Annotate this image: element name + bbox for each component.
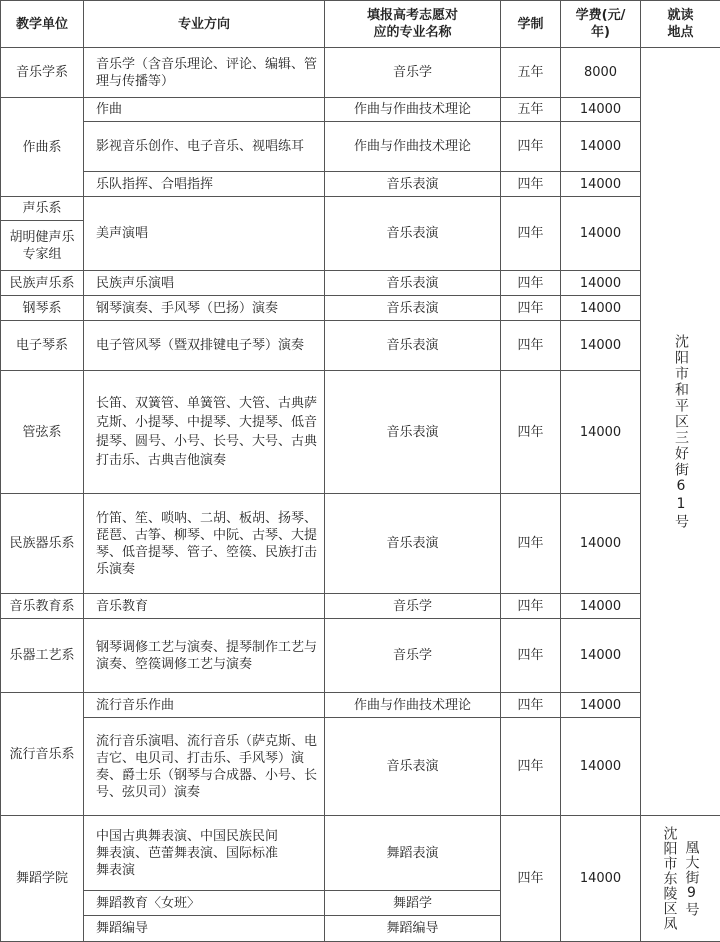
table-row bbox=[1, 271, 720, 296]
table-row bbox=[1, 48, 720, 98]
duration-cell: 五年 bbox=[501, 98, 561, 122]
fee-cell: 14000 bbox=[561, 494, 641, 594]
direction-cell: 流行音乐演唱、流行音乐（萨克斯、电吉它、电贝司、打击乐、手风琴）演奏、爵士乐（钢琴与合成器、小号、长号、弦贝司）演奏 bbox=[84, 718, 325, 816]
header-row bbox=[1, 1, 720, 48]
unit-cell: 音乐学系 bbox=[1, 48, 84, 98]
direction-cell: 音乐教育 bbox=[84, 594, 325, 619]
fee-cell: 14000 bbox=[561, 371, 641, 494]
direction-cell: 中国古典舞表演、中国民族民间舞表演、芭蕾舞表演、国际标准舞表演 bbox=[84, 816, 325, 891]
table-row bbox=[1, 693, 720, 718]
major-name-cell: 音乐表演 bbox=[325, 494, 501, 594]
major-name-cell: 音乐学 bbox=[325, 619, 501, 693]
unit-cell: 舞蹈学院 bbox=[1, 816, 84, 942]
table-row bbox=[1, 371, 720, 494]
unit-cell: 管弦系 bbox=[1, 371, 84, 494]
duration-cell: 四年 bbox=[501, 172, 561, 197]
major-name-cell: 音乐表演 bbox=[325, 271, 501, 296]
location-cell-main bbox=[641, 48, 720, 816]
duration-cell: 四年 bbox=[501, 494, 561, 594]
table-row bbox=[1, 98, 720, 122]
fee-cell: 14000 bbox=[561, 122, 641, 172]
unit-cell: 音乐教育系 bbox=[1, 594, 84, 619]
table-row bbox=[1, 172, 720, 197]
unit-cell: 流行音乐系 bbox=[1, 693, 84, 816]
location-main: 沈阳市和平区三好街61号 bbox=[672, 334, 689, 530]
table-row bbox=[1, 122, 720, 172]
duration-cell: 四年 bbox=[501, 371, 561, 494]
fee-cell: 14000 bbox=[561, 197, 641, 271]
direction-cell: 钢琴调修工艺与演奏、提琴制作工艺与演奏、箜篌调修工艺与演奏 bbox=[84, 619, 325, 693]
fee-cell: 14000 bbox=[561, 693, 641, 718]
direction-cell: 作曲 bbox=[84, 98, 325, 122]
direction-cell: 乐队指挥、合唱指挥 bbox=[84, 172, 325, 197]
direction-cell: 舞蹈编导 bbox=[84, 916, 325, 942]
major-name-cell: 作曲与作曲技术理论 bbox=[325, 122, 501, 172]
major-name-cell: 作曲与作曲技术理论 bbox=[325, 693, 501, 718]
fee-cell: 14000 bbox=[561, 172, 641, 197]
table-row bbox=[1, 619, 720, 693]
duration-cell: 四年 bbox=[501, 816, 561, 942]
duration-cell: 四年 bbox=[501, 271, 561, 296]
duration-cell: 四年 bbox=[501, 718, 561, 816]
fee-cell: 14000 bbox=[561, 98, 641, 122]
direction-cell: 长笛、双簧管、单簧管、大管、古典萨克斯、小提琴、中提琴、大提琴、低音提琴、圆号、小号、长号、大号、古典打击乐、古典吉他演奏 bbox=[84, 371, 325, 494]
unit-cell: 乐器工艺系 bbox=[1, 619, 84, 693]
duration-cell: 四年 bbox=[501, 122, 561, 172]
duration-cell: 四年 bbox=[501, 296, 561, 321]
major-name-cell: 舞蹈表演 bbox=[325, 816, 501, 891]
fee-cell: 14000 bbox=[561, 296, 641, 321]
direction-cell: 影视音乐创作、电子音乐、视唱练耳 bbox=[84, 122, 325, 172]
location-cell-dance bbox=[641, 816, 720, 942]
direction-cell: 竹笛、笙、唢呐、二胡、板胡、扬琴、琵琶、古筝、柳琴、中阮、古琴、大提琴、低音提琴、管子、箜篌、民族打击乐演奏 bbox=[84, 494, 325, 594]
major-name-cell: 舞蹈学 bbox=[325, 891, 501, 916]
direction-cell: 音乐学（含音乐理论、评论、编辑、管理与传播等） bbox=[84, 48, 325, 98]
table-row bbox=[1, 718, 720, 816]
major-name-cell: 舞蹈编导 bbox=[325, 916, 501, 942]
table-row bbox=[1, 197, 720, 221]
major-name-cell: 音乐表演 bbox=[325, 197, 501, 271]
direction-cell: 美声演唱 bbox=[84, 197, 325, 271]
table-row bbox=[1, 494, 720, 594]
direction-cell: 钢琴演奏、手风琴（巴扬）演奏 bbox=[84, 296, 325, 321]
fee-cell: 14000 bbox=[561, 816, 641, 942]
unit-cell: 声乐系 bbox=[1, 197, 84, 221]
unit-cell: 胡明健声乐专家组 bbox=[1, 221, 84, 271]
table-row bbox=[1, 594, 720, 619]
duration-cell: 五年 bbox=[501, 48, 561, 98]
fee-cell: 14000 bbox=[561, 718, 641, 816]
major-name-cell: 作曲与作曲技术理论 bbox=[325, 98, 501, 122]
major-name-cell: 音乐表演 bbox=[325, 718, 501, 816]
table-row bbox=[1, 296, 720, 321]
location-dance: 沈阳市东陵区凤凰大街9号 bbox=[659, 823, 703, 935]
major-name-cell: 音乐表演 bbox=[325, 296, 501, 321]
direction-cell: 电子管风琴（暨双排键电子琴）演奏 bbox=[84, 321, 325, 371]
header-fee: 学费(元/年) bbox=[561, 1, 641, 48]
unit-cell: 作曲系 bbox=[1, 98, 84, 197]
duration-cell: 四年 bbox=[501, 693, 561, 718]
table-row bbox=[1, 321, 720, 371]
major-name-cell: 音乐学 bbox=[325, 594, 501, 619]
fee-cell: 14000 bbox=[561, 619, 641, 693]
fee-cell: 14000 bbox=[561, 321, 641, 371]
duration-cell: 四年 bbox=[501, 619, 561, 693]
unit-cell: 电子琴系 bbox=[1, 321, 84, 371]
unit-cell: 民族器乐系 bbox=[1, 494, 84, 594]
duration-cell: 四年 bbox=[501, 594, 561, 619]
header-direction: 专业方向 bbox=[84, 1, 325, 48]
direction-cell: 舞蹈教育〈女班〉 bbox=[84, 891, 325, 916]
table-row bbox=[1, 816, 720, 891]
header-unit: 教学单位 bbox=[1, 1, 84, 48]
direction-cell: 民族声乐演唱 bbox=[84, 271, 325, 296]
direction-cell: 流行音乐作曲 bbox=[84, 693, 325, 718]
major-name-cell: 音乐表演 bbox=[325, 371, 501, 494]
major-name-cell: 音乐表演 bbox=[325, 321, 501, 371]
major-name-cell: 音乐学 bbox=[325, 48, 501, 98]
unit-cell: 钢琴系 bbox=[1, 296, 84, 321]
duration-cell: 四年 bbox=[501, 321, 561, 371]
fee-cell: 14000 bbox=[561, 594, 641, 619]
major-name-cell: 音乐表演 bbox=[325, 172, 501, 197]
header-gaokao-name: 填报高考志愿对应的专业名称 bbox=[325, 1, 501, 48]
duration-cell: 四年 bbox=[501, 197, 561, 271]
header-location: 就读地点 bbox=[641, 1, 720, 48]
fee-cell: 14000 bbox=[561, 271, 641, 296]
header-duration: 学制 bbox=[501, 1, 561, 48]
unit-cell: 民族声乐系 bbox=[1, 271, 84, 296]
fee-cell: 8000 bbox=[561, 48, 641, 98]
